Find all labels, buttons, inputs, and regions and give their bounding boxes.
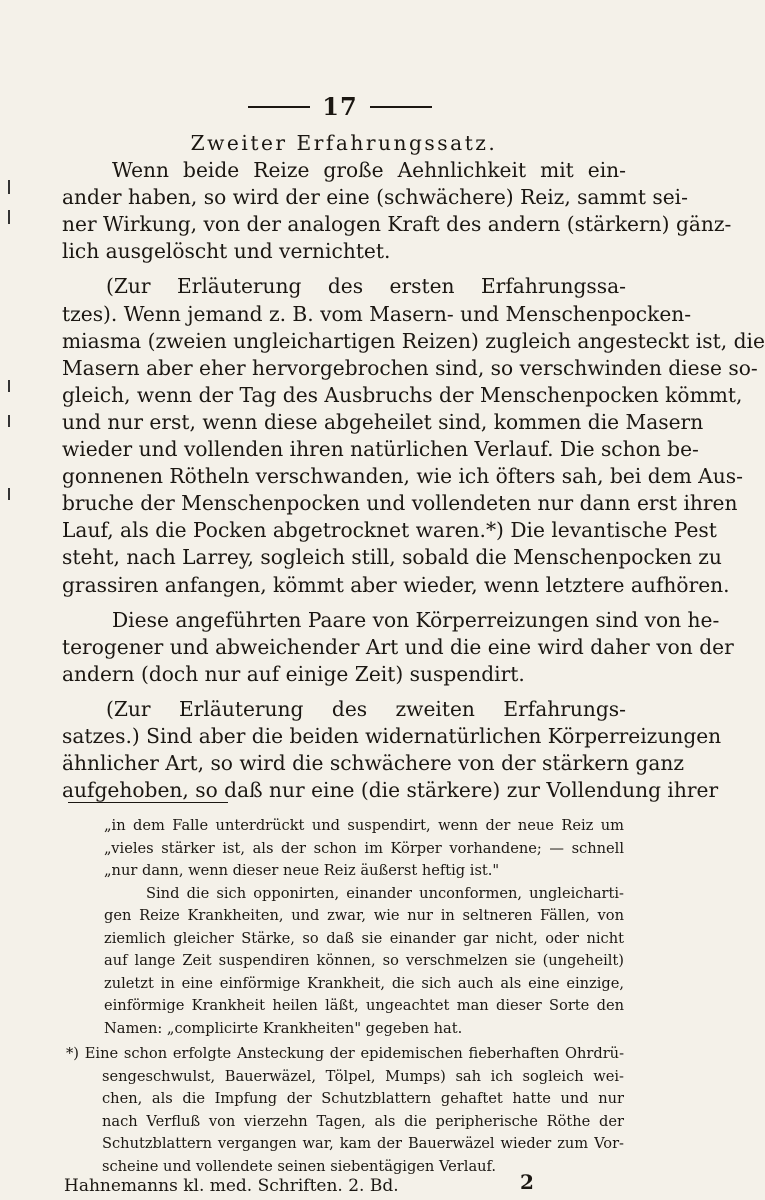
text-line: grassiren anfangen, kömmt aber wieder, wenn letztere aufhören. (62, 572, 730, 597)
page-number: 17 (322, 92, 358, 121)
paragraph-rule (62, 157, 732, 265)
text-line: terogener und abweichender Art und die eine wird daher von der (62, 634, 734, 659)
text-line: steht, nach Larrey, sogleich still, sobald die Menschenpocken zu (62, 545, 722, 570)
footnote-line: „vieles stärker ist, als der schon im Körper vorhandene; — schnell (104, 839, 624, 857)
margin-mark (8, 180, 10, 194)
text-line: lich ausgelöscht und vernichtet. (62, 239, 391, 264)
signature-title: Hahnemanns kl. med. Schriften. 2. Bd. (64, 1176, 399, 1196)
footnote-line: „in dem Falle unterdrückt und suspendirt, wenn der neue Reiz um (104, 817, 624, 834)
section-heading: Zweiter Erfahrungssatz. (190, 131, 498, 155)
footnote-line: chen, als die Impfung der Schutzblattern gehaftet hatte und nur (102, 1090, 624, 1107)
text-line: tzes). Wenn jemand z. B. vom Masern- und Menschenpocken- (62, 301, 692, 326)
text-line: Lauf, als die Pocken abgetrocknet waren.*) Die levantische Pest (62, 518, 717, 543)
footnote-line: Namen: „complicirte Krankheiten" gegeben hat. (104, 1019, 463, 1037)
text-line: satzes.) Sind aber die beiden widernatürlichen Körperreizungen (62, 723, 722, 748)
text-line: gleich, wenn der Tag des Ausbruchs der Menschenpocken kömmt, (62, 382, 743, 407)
footnote-line: ziemlich gleicher Stärke, so daß sie einander gar nicht, oder nicht (104, 929, 624, 947)
footnote-separator (68, 802, 228, 803)
footnote-line: zuletzt in eine einförmige Krankheit, die sich auch als eine einzige, (104, 974, 624, 992)
text-line: ner Wirkung, von der analogen Kraft des andern (stärkern) gänz- (62, 212, 732, 237)
footnote-line: „nur dann, wenn dieser neue Reiz äußerst heftig ist." (104, 862, 500, 879)
header-rule-left (248, 106, 310, 108)
text-line: gonnenen Rötheln verschwanden, wie ich öfters sah, bei dem Aus- (62, 464, 743, 489)
text-line: aufgehoben, so daß nur eine (die stärkere) zur Vollendung ihrer (62, 778, 719, 803)
text-line: Diese angeführten Paare von Körperreizungen sind von he- (112, 607, 720, 632)
text-line: und nur erst, wenn diese abgeheilet sind, kommen die Masern (62, 409, 704, 434)
text-line: (Zur Erläuterung des zweiten Erfahrungs- (106, 696, 626, 721)
footnote-line: Schutzblattern vergangen war, kam der Bauerwäzel wieder zum Vor- (102, 1135, 624, 1152)
footnote-continuation (66, 815, 624, 1040)
margin-mark (8, 210, 10, 224)
text-line: (Zur Erläuterung des ersten Erfahrungssa- (106, 274, 626, 299)
footnote-star (66, 1043, 624, 1178)
paragraph-heterogeneous (62, 607, 734, 688)
footnote-line: scheine und vollendete seinen siebentägigen Verlauf. (102, 1157, 497, 1175)
text-line: Wenn beide Reize große Aehnlichkeit mit ein- (112, 158, 626, 183)
signature-mark: 2 (520, 1170, 534, 1194)
text-line: andern (doch nur auf einige Zeit) suspendirt. (62, 661, 525, 686)
footnote-line: einförmige Krankheit heilen läßt, ungeachtet man dieser Sorte den (104, 997, 624, 1014)
main-text (62, 130, 765, 804)
margin-mark (8, 380, 10, 392)
paragraph-explanation-second (62, 696, 722, 804)
margin-mark (8, 415, 10, 427)
footnote-line: gen Reize Krankheiten, und zwar, wie nur in seltneren Fällen, von (104, 907, 624, 924)
text-line: ander haben, so wird der eine (schwächere) Reiz, sammt sei- (62, 185, 688, 210)
margin-mark (8, 488, 10, 500)
text-line: ähnlicher Art, so wird die schwächere von der stärkern ganz (62, 751, 685, 776)
footnote-line: nach Verfluß von vierzehn Tagen, als die peripherische Röthe der (102, 1112, 624, 1130)
text-line: bruche der Menschenpocken und vollendeten nur dann erst ihren (62, 491, 738, 516)
footnote-line: Sind die sich opponirten, einander unconformen, ungleicharti- (146, 884, 624, 902)
footnote-line: auf lange Zeit suspendiren können, so verschmelzen sie (ungeheilt) (104, 952, 624, 969)
text-line: Masern aber eher hervorgebrochen sind, so verschwinden diese so- (62, 355, 758, 380)
header-rule-right (370, 106, 432, 108)
text-line: wieder und vollenden ihren natürlichen Verlauf. Die schon be- (62, 437, 699, 462)
paragraph-explanation-first (62, 273, 765, 598)
text-line: miasma (zweien ungleichartigen Reizen) zugleich angesteckt ist, die (62, 328, 765, 353)
footnote-line: *) Eine schon erfolgte Ansteckung der epidemischen fieberhaften Ohrdrü- (66, 1045, 624, 1062)
footnote-line: sengeschwulst, Bauerwäzel, Tölpel, Mumps) sah ich sogleich wei- (102, 1067, 624, 1085)
